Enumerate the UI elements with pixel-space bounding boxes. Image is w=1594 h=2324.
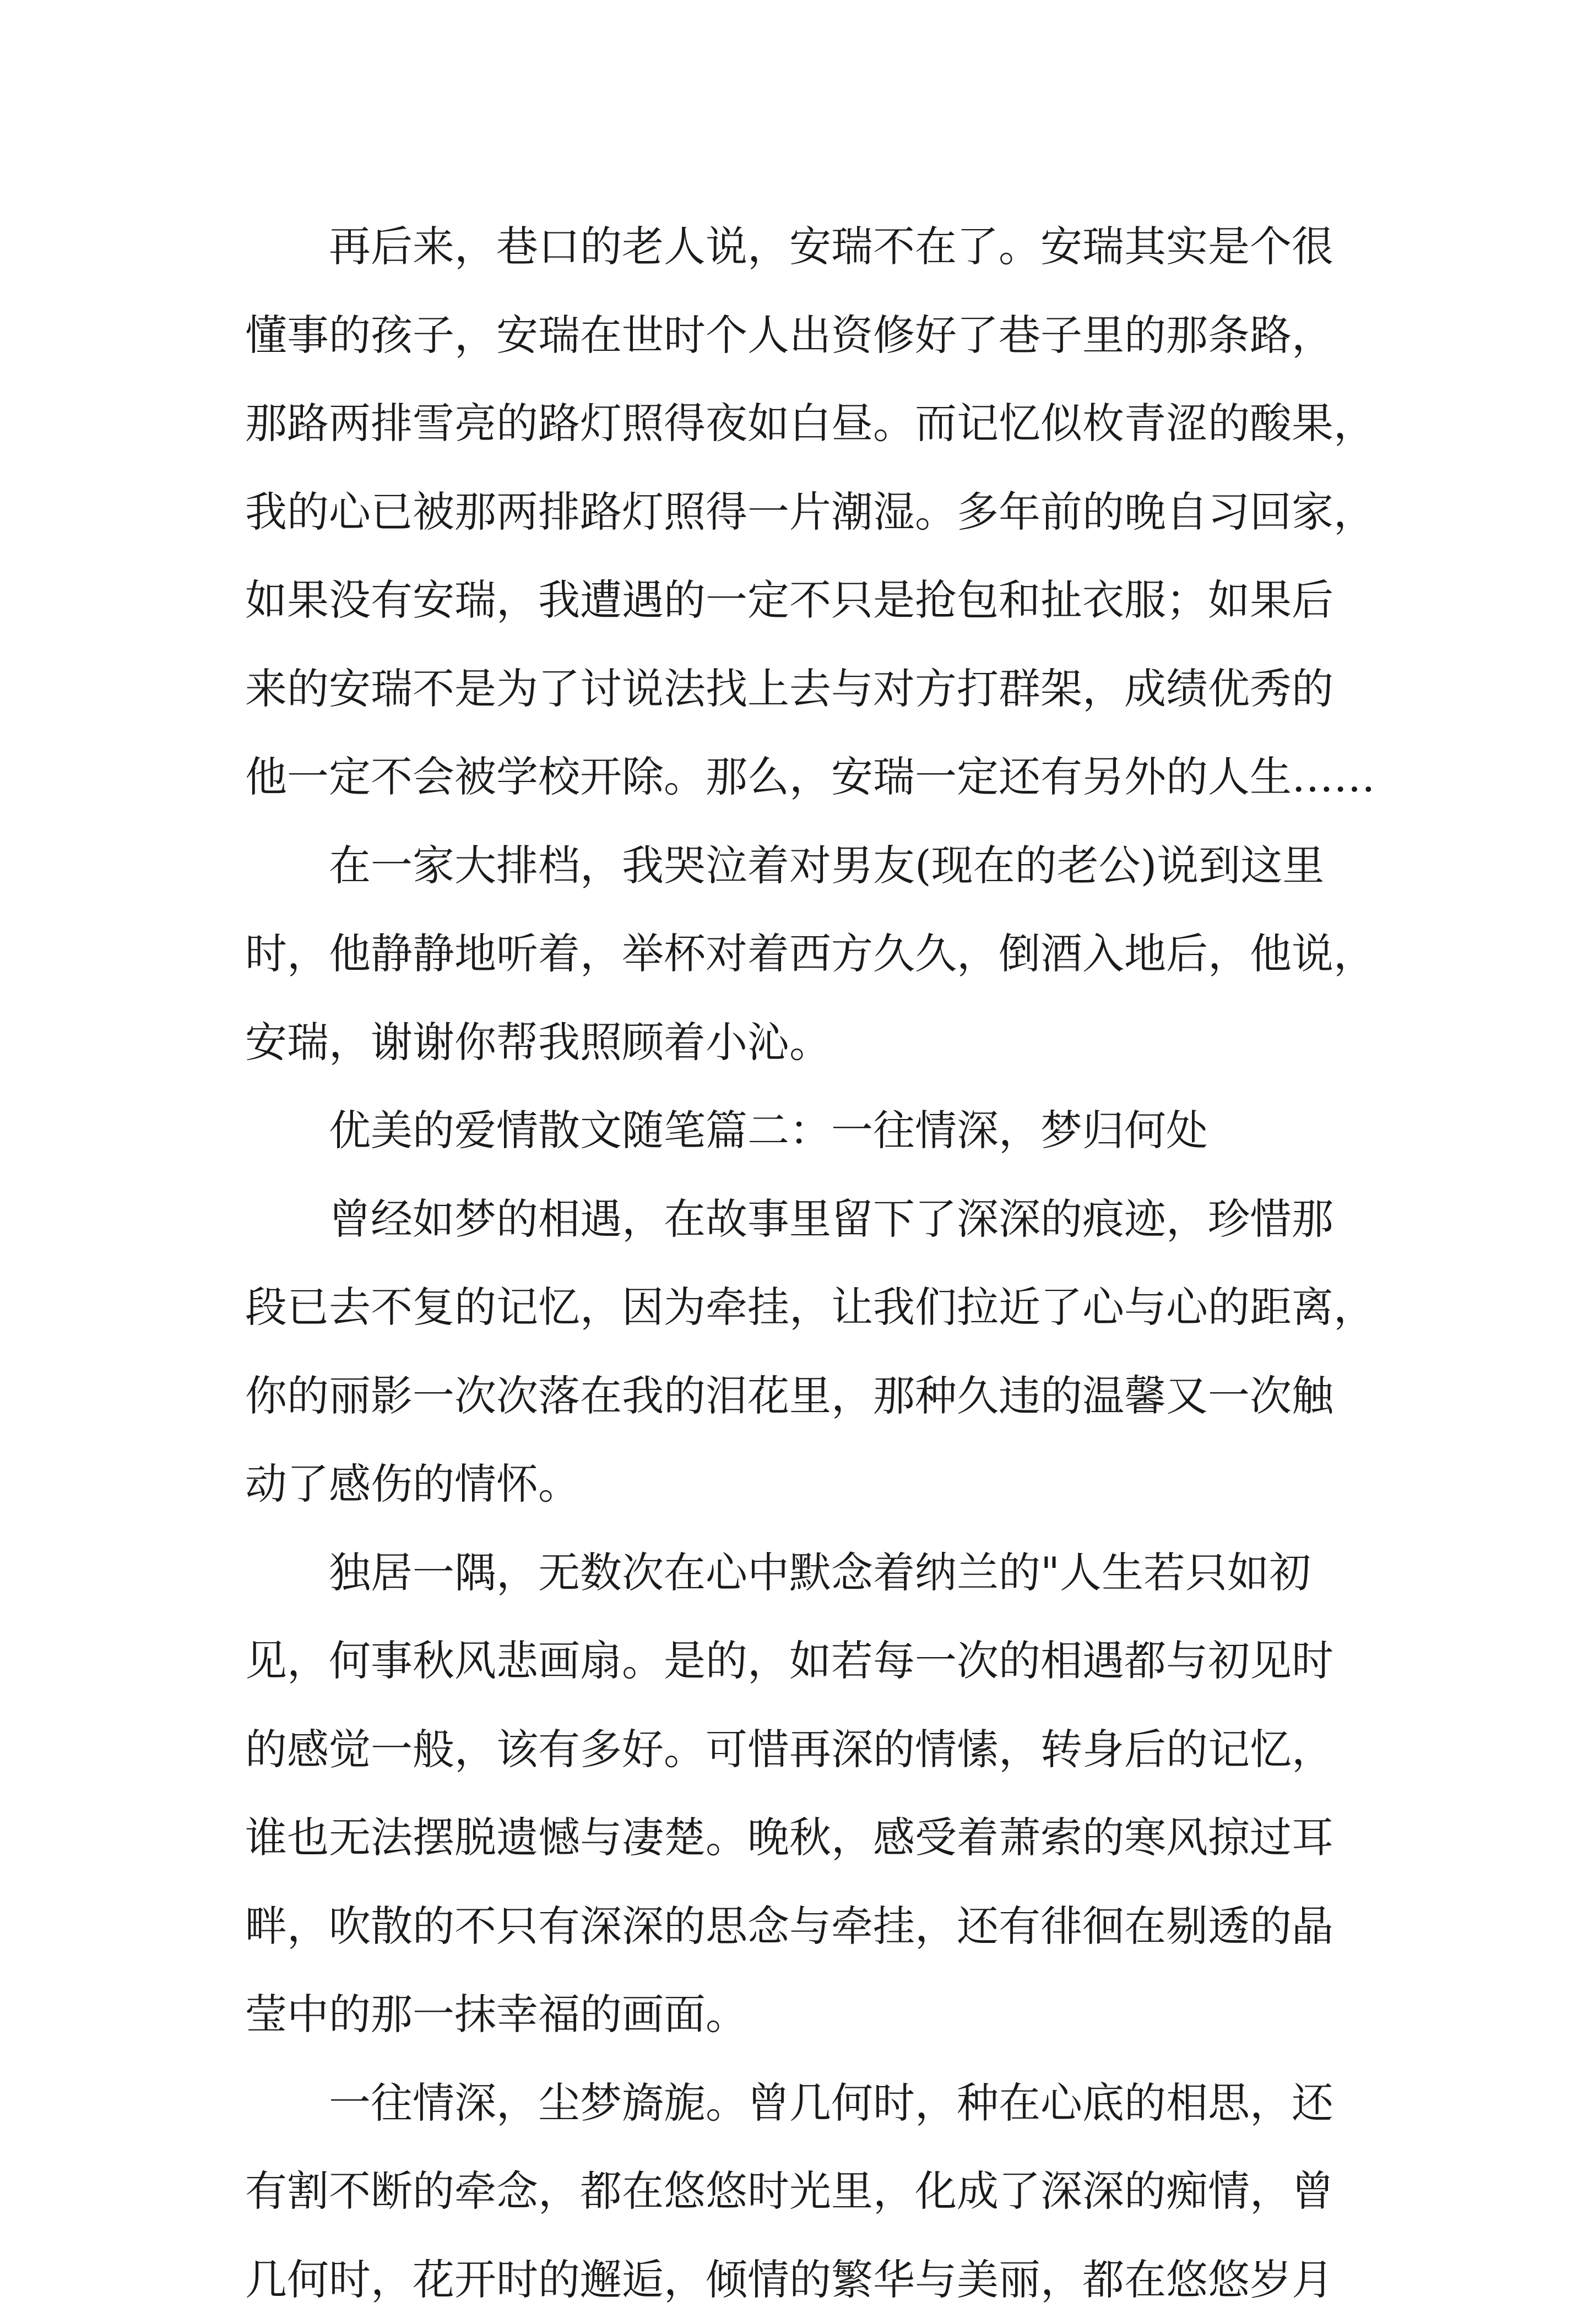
text-line: 段已去不复的记忆，因为牵挂，让我们拉近了心与心的距离， <box>245 1263 1352 1352</box>
text-line: 畔，吹散的不只有深深的思念与牵挂，还有徘徊在剔透的晶 <box>245 1882 1352 1971</box>
text-line: 再后来，巷口的老人说，安瑞不在了。安瑞其实是个很 <box>245 203 1352 291</box>
text-line: 你的丽影一次次落在我的泪花里，那种久违的温馨又一次触 <box>245 1352 1352 1441</box>
text-line: 来的安瑞不是为了讨说法找上去与对方打群架，成绩优秀的 <box>245 645 1352 734</box>
text-line: 的感觉一般，该有多好。可惜再深的情愫，转身后的记忆， <box>245 1706 1352 1794</box>
text-line: 安瑞，谢谢你帮我照顾着小沁。 <box>245 998 1352 1087</box>
text-line: 曾经如梦的相遇，在故事里留下了深深的痕迹，珍惜那 <box>245 1175 1352 1264</box>
body-text <box>245 203 1352 2324</box>
text-line: 那路两排雪亮的路灯照得夜如白昼。而记忆似枚青涩的酸果， <box>245 379 1352 468</box>
text-line: 动了感伤的情怀。 <box>245 1440 1352 1529</box>
text-line: 几何时，花开时的邂逅，倾情的繁华与美丽，都在悠悠岁月 <box>245 2236 1352 2324</box>
text-line: 独居一隅，无数次在心中默念着纳兰的"人生若只如初 <box>245 1529 1352 1617</box>
text-line: 我的心已被那两排路灯照得一片潮湿。多年前的晚自习回家， <box>245 468 1352 557</box>
text-line: 在一家大排档，我哭泣着对男友(现在的老公)说到这里 <box>245 822 1352 910</box>
text-line: 时，他静静地听着，举杯对着西方久久，倒酒入地后，他说， <box>245 910 1352 998</box>
text-line: 他一定不会被学校开除。那么，安瑞一定还有另外的人生…… <box>245 733 1352 822</box>
text-line: 见，何事秋风悲画扇。是的，如若每一次的相遇都与初见时 <box>245 1617 1352 1706</box>
section-heading: 优美的爱情散文随笔篇二：一往情深，梦归何处 <box>245 1087 1352 1175</box>
text-line: 谁也无法摆脱遗憾与凄楚。晚秋，感受着萧索的寒风掠过耳 <box>245 1794 1352 1882</box>
text-line: 有割不断的牵念，都在悠悠时光里，化成了深深的痴情，曾 <box>245 2147 1352 2236</box>
text-line: 如果没有安瑞，我遭遇的一定不只是抢包和扯衣服；如果后 <box>245 556 1352 645</box>
text-line: 一往情深，尘梦旖旎。曾几何时，种在心底的相思，还 <box>245 2059 1352 2148</box>
text-line: 莹中的那一抹幸福的画面。 <box>245 1970 1352 2059</box>
text-line: 懂事的孩子，安瑞在世时个人出资修好了巷子里的那条路， <box>245 291 1352 380</box>
